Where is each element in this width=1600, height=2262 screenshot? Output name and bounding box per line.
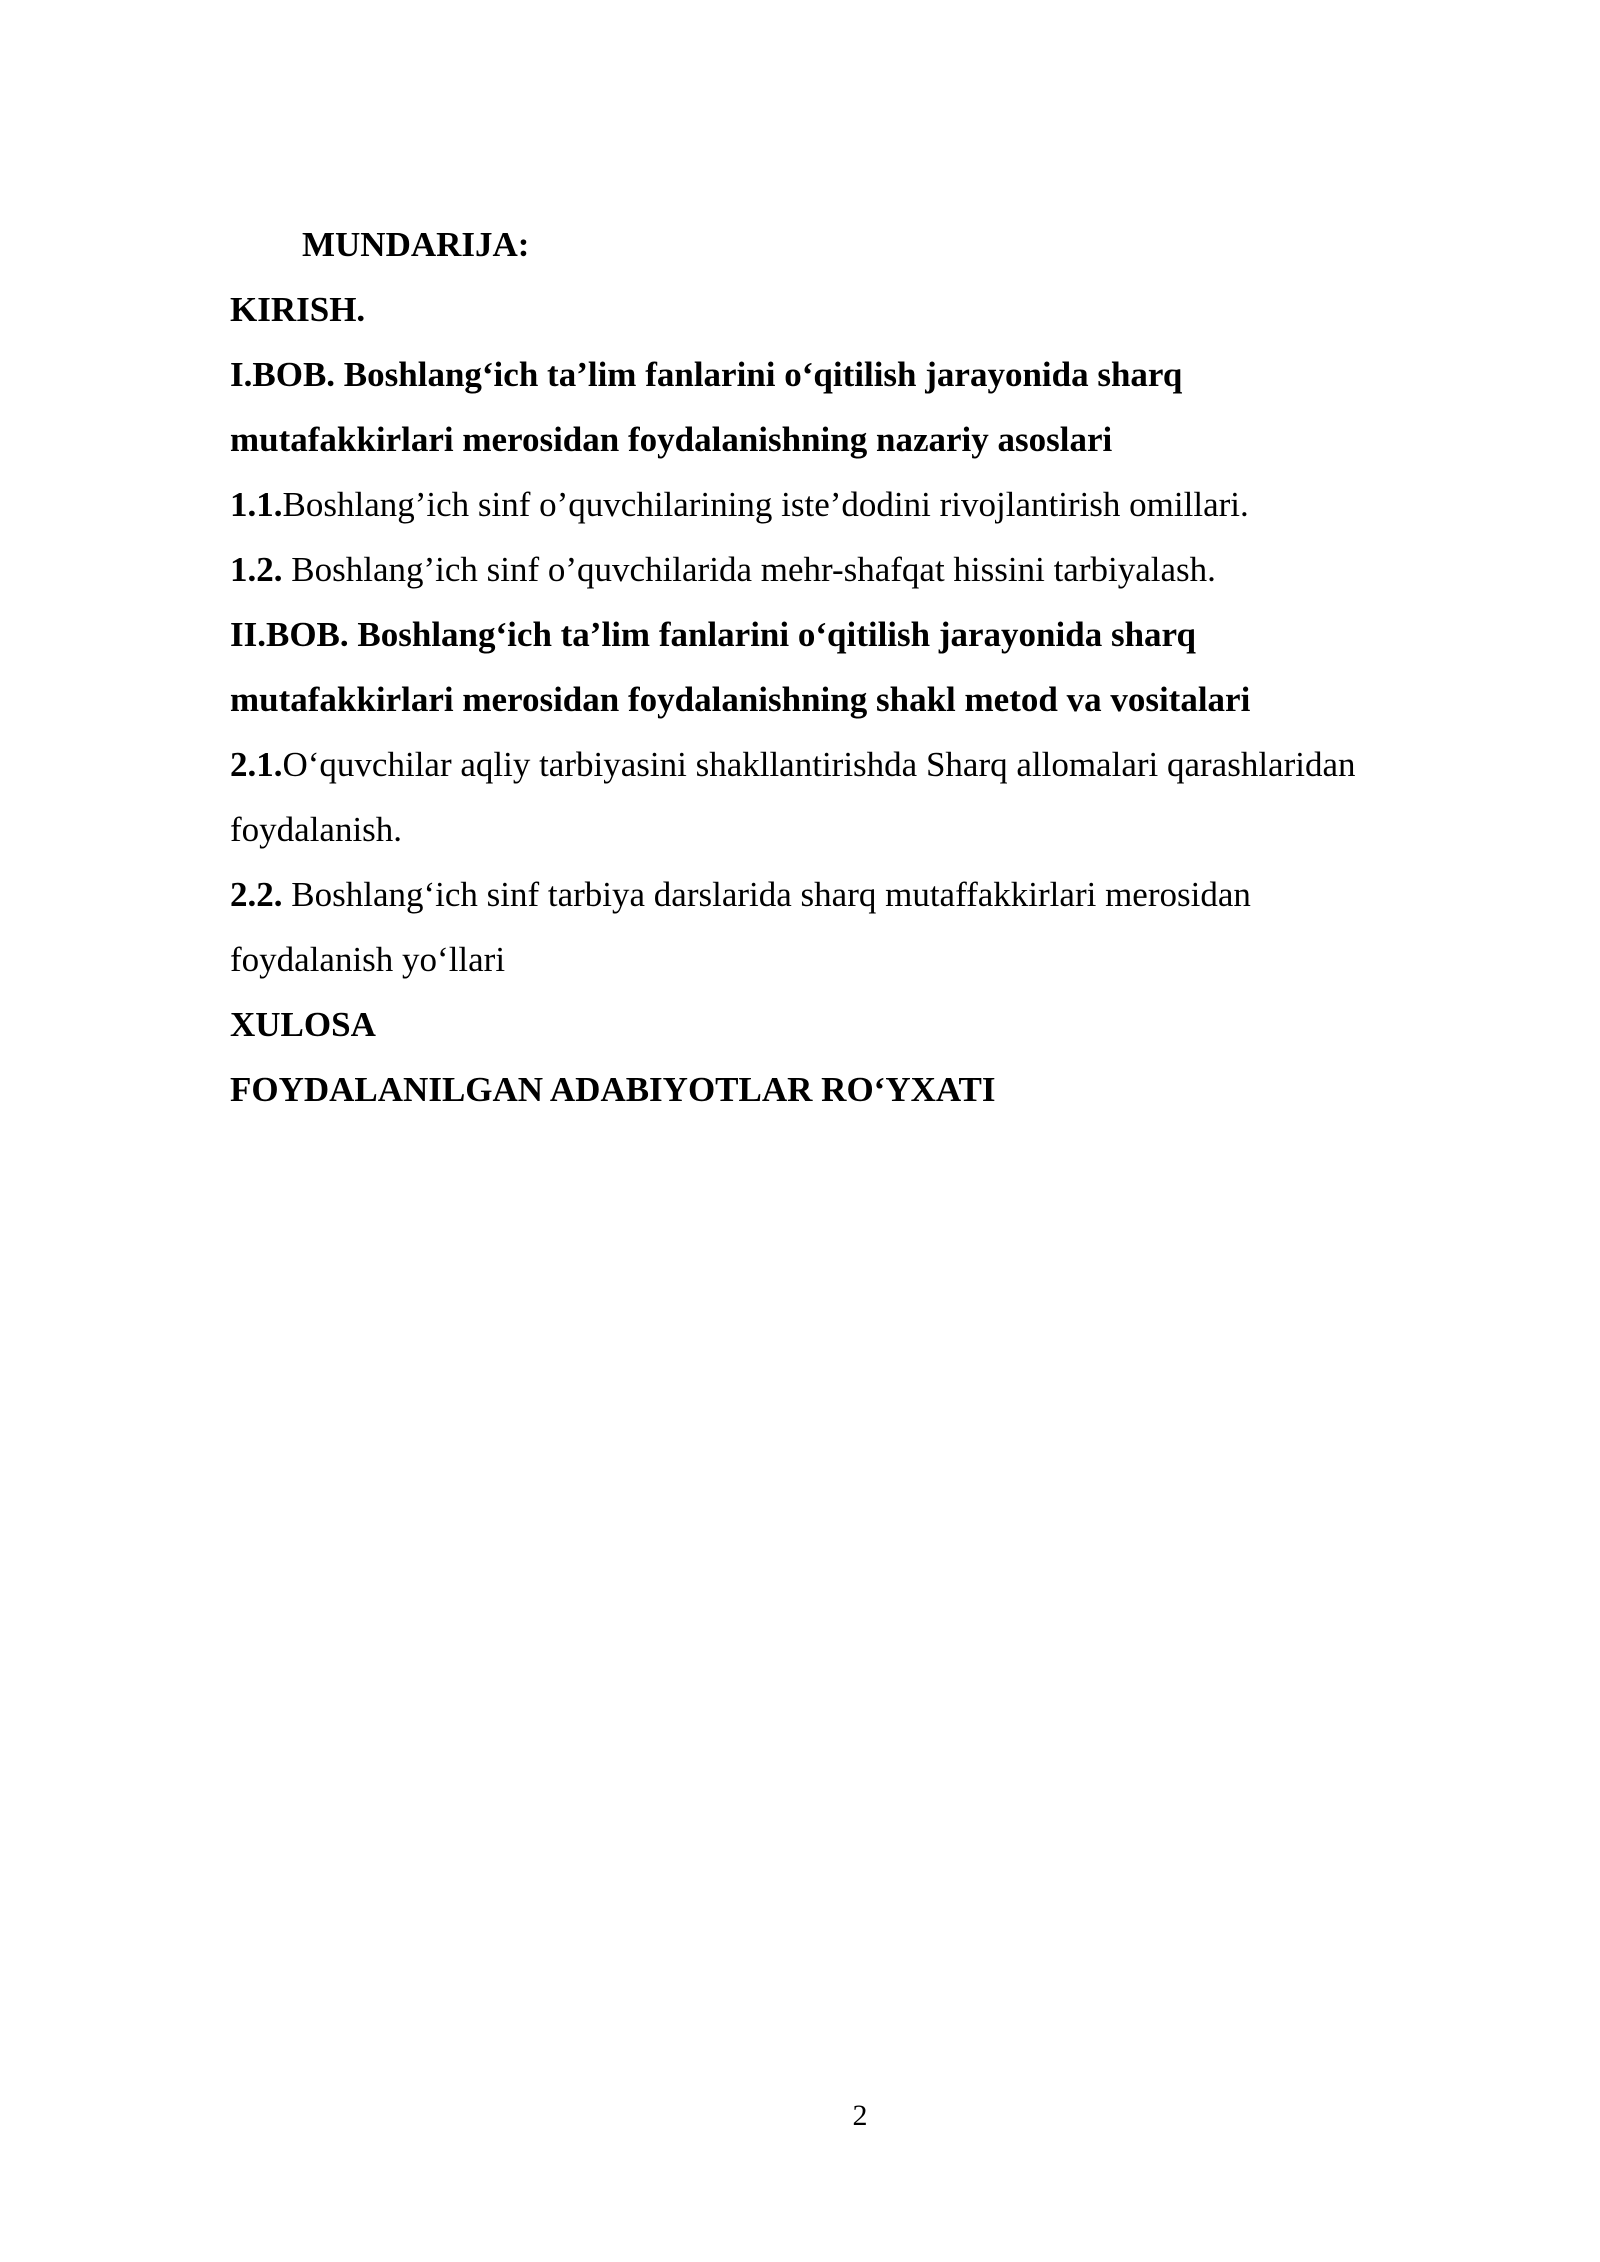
toc-section-1-1	[230, 472, 1470, 537]
toc-section-2-1	[230, 732, 1470, 797]
toc-chapter-1-line-2: mutafakkirlari merosidan foydalanishning nazariy asoslari	[230, 420, 1113, 459]
toc-conclusion: XULOSA	[230, 1005, 376, 1044]
toc-chapter-2-line-2: mutafakkirlari merosidan foydalanishning shakl metod va vositalari	[230, 680, 1251, 719]
toc-section-2-2-continuation: foydalanish yo‘llari	[230, 940, 506, 979]
toc-chapter-1-line-1: I.BOB. Boshlang‘ich ta’lim fanlarini o‘qitilish jarayonida sharq	[230, 355, 1183, 394]
toc-section-2-2	[230, 862, 1470, 927]
toc-chapter-2-line-1: II.BOB. Boshlang‘ich ta’lim fanlarini o‘qitilish jarayonida sharq	[230, 615, 1196, 654]
section-number: 1.1.	[230, 485, 283, 524]
section-title: O‘quvchilar aqliy tarbiyasini shakllantirishda Sharq allomalari qarashlaridan	[282, 745, 1356, 784]
section-title: Boshlang’ich sinf o’quvchilarining iste’dodini rivojlantirish omillari.	[282, 485, 1249, 524]
toc-title: MUNDARIJA:	[302, 225, 530, 264]
section-number: 1.2.	[230, 550, 283, 589]
section-title: Boshlang’ich sinf o’quvchilarida mehr-shafqat hissini tarbiyalash.	[282, 550, 1216, 589]
table-of-contents	[230, 212, 1470, 1122]
page-number: 2	[852, 2099, 868, 2132]
section-number: 2.2.	[230, 875, 283, 914]
toc-section-2-1-continuation: foydalanish.	[230, 810, 403, 849]
section-title: Boshlang‘ich sinf tarbiya darslarida sharq mutaffakkirlari merosidan	[282, 875, 1251, 914]
toc-intro: KIRISH.	[230, 290, 366, 329]
toc-references: FOYDALANILGAN ADABIYOTLAR RO‘YXATI	[230, 1070, 996, 1109]
toc-section-1-2	[230, 537, 1470, 602]
section-number: 2.1.	[230, 745, 283, 784]
